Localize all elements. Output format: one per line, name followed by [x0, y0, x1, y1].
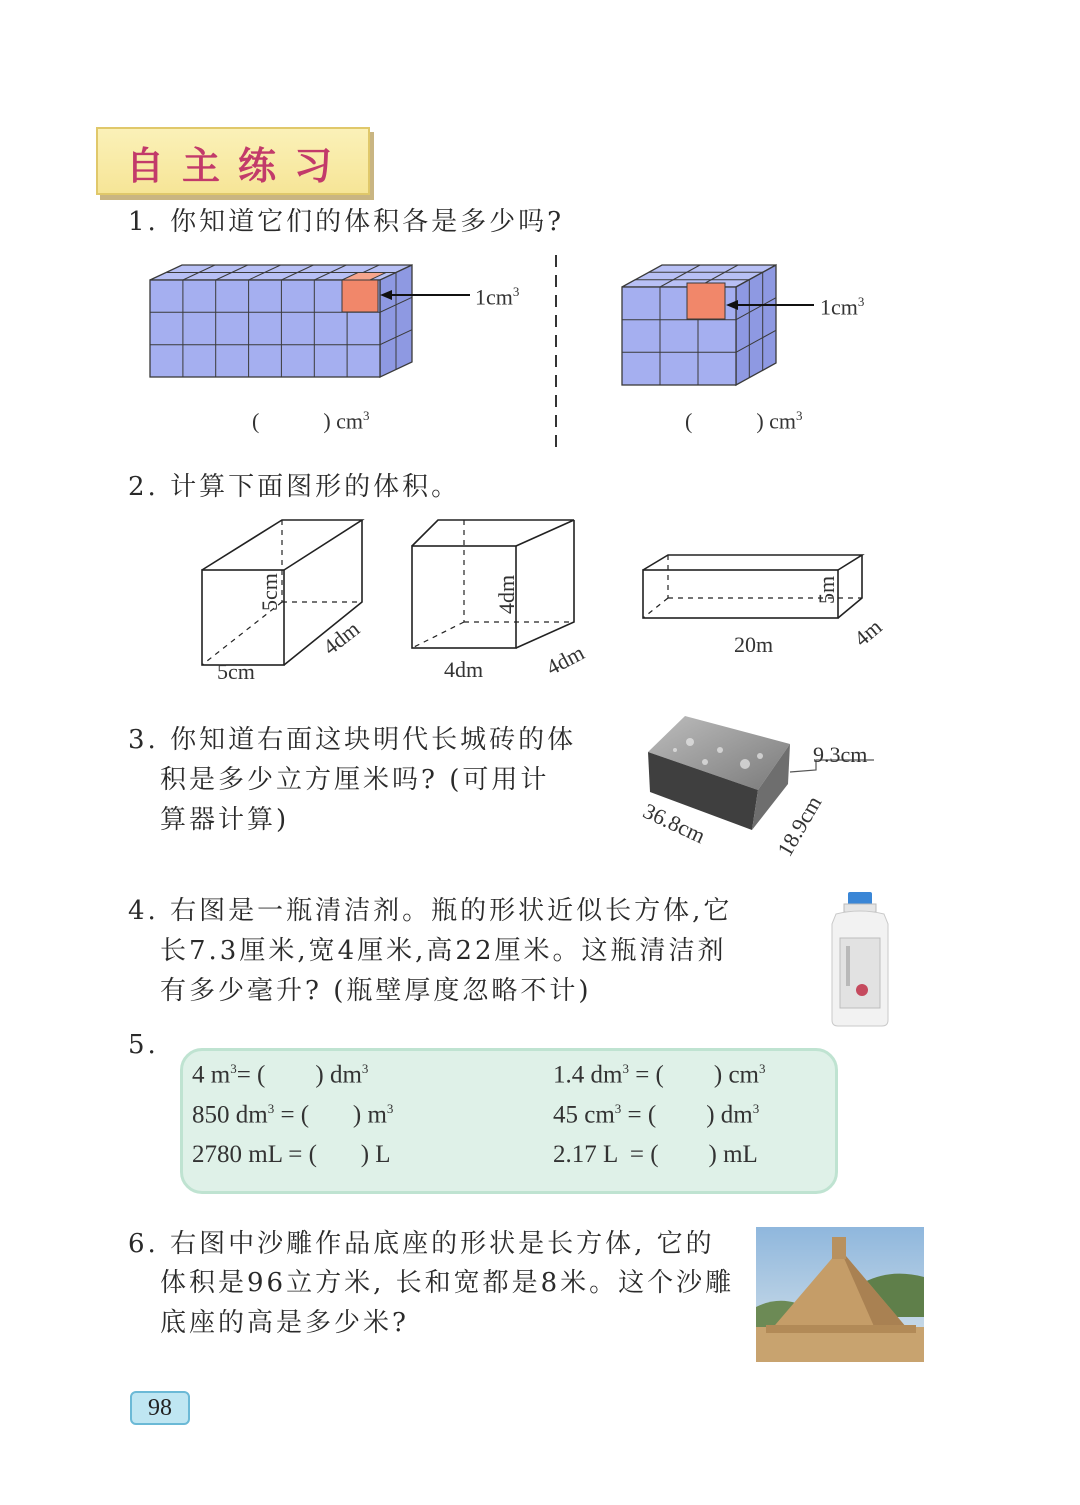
cuboid-2-depth-label: 4dm: [542, 639, 589, 681]
question-6-line-1: 6. 右图中沙雕作品底座的形状是长方体, 它的: [128, 1229, 715, 1259]
cuboid-3-height-label: 5m: [814, 575, 839, 604]
conversion-right-3[interactable]: 2.17 L = ( ) mL: [553, 1141, 758, 1168]
question-6-line-3: 底座的高是多少米?: [160, 1308, 409, 1338]
cuboid-3-depth-label: 4m: [849, 613, 887, 652]
answer-blank-1[interactable]: ( ) $cm^3$: [252, 408, 370, 434]
conversion-left-3[interactable]: 2780 mL = ( ) L: [192, 1141, 391, 1168]
question-4-line-1: 4. 右图是一瓶清洁剂。瓶的形状近似长方体,它: [128, 896, 733, 926]
cuboid-2-width-label: 4dm: [444, 657, 484, 682]
cuboid-3: [643, 570, 838, 618]
unit-cube-block-figure-2: [612, 255, 892, 395]
brick-height-label: 9.3cm: [813, 742, 868, 767]
question-4-line-2: 长7.3厘米,宽4厘米,高22厘米。这瓶清洁剂: [160, 936, 727, 966]
cuboid-3-width-label: 20m: [734, 632, 774, 657]
cuboid-1-height-label: 5cm: [257, 573, 282, 611]
question-5-number: 5.: [128, 1030, 159, 1060]
answer-blank-2[interactable]: ( ) $cm^3$: [685, 408, 803, 434]
conversion-left-2[interactable]: 850 $dm^3$ = ( ) $m^3$: [192, 1101, 394, 1129]
conversion-right-2[interactable]: 45 $cm^3$ = ( ) $dm^3$: [553, 1101, 760, 1129]
question-1-text: 1. 你知道它们的体积各是多少吗?: [128, 207, 565, 237]
sand-sculpture-photo: [756, 1227, 924, 1362]
question-3-line-3: 算器计算): [160, 805, 290, 835]
banner-title: 自主练习: [126, 144, 351, 188]
conversion-left-1[interactable]: 4 $m^3=$ ( ) $dm^3$: [192, 1061, 369, 1089]
unit-cube-highlight: [342, 280, 378, 312]
conversion-right-1[interactable]: 1.4 $dm^3$ = ( ) $cm^3$: [553, 1061, 766, 1089]
cuboid-1-depth-label: 4dm: [318, 615, 365, 660]
section-banner: [96, 127, 370, 195]
brick-width-label: 18.9cm: [772, 791, 827, 861]
unit-cube-label-1: $1cm^3$: [475, 284, 520, 310]
unit-cube-highlight: [687, 283, 725, 319]
question-3-line-1: 3. 你知道右面这块明代长城砖的体: [128, 725, 577, 755]
question-4-line-3: 有多少毫升? (瓶壁厚度忽略不计): [160, 976, 592, 1006]
page-number: 98: [130, 1391, 190, 1425]
question-2-text: 2. 计算下面图形的体积。: [128, 472, 461, 502]
brick-length-label: 36.8cm: [639, 798, 710, 849]
question-3-line-2: 积是多少立方厘米吗? (可用计: [160, 765, 550, 795]
unit-cube-label-2: $1cm^3$: [820, 294, 865, 320]
cuboid-2-height-label: 4dm: [494, 574, 519, 614]
question-6-line-2: 体积是96立方米, 长和宽都是8米。这个沙雕: [160, 1268, 735, 1298]
detergent-bottle-image: [826, 890, 896, 1030]
cuboid-1-width-label: 5cm: [217, 659, 255, 684]
